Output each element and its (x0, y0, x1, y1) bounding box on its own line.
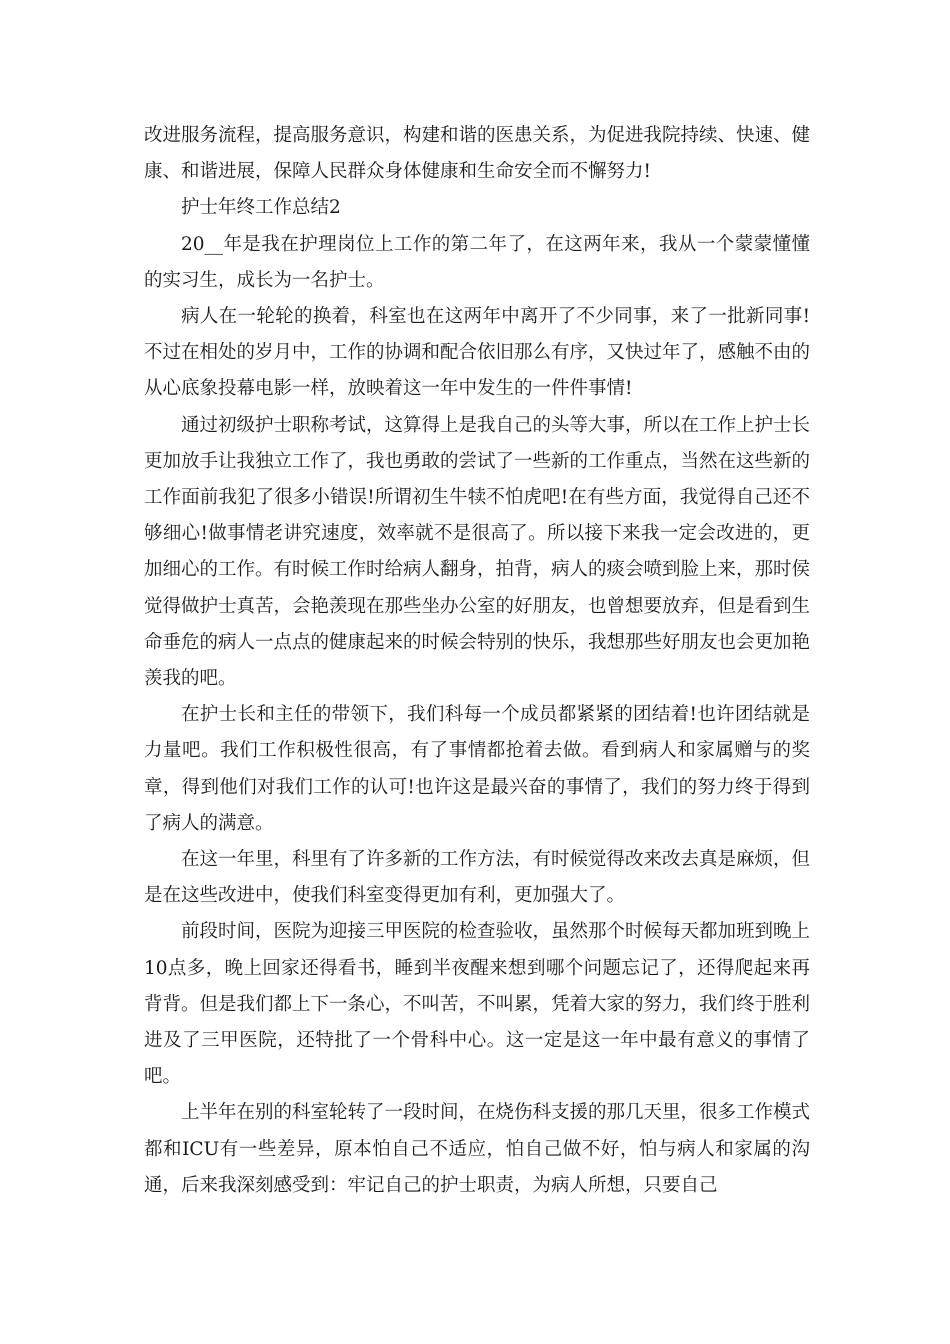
paragraph: 在护士长和主任的带领下，我们科每一个成员都紧紧的团结着!也许团结就是力量吧。我们工作积极性很高，有了事情都抢着去做。看到病人和家属赠与的奖章，得到他们对我们工作的认可!也许这是最兴奋的事情了，我们的努力终于得到了病人的满意。 (144, 704, 810, 834)
paragraph: 上半年在别的科室轮转了一段时间，在烧伤科支援的那几天里，很多工作模式都和ICU有一些差异，原本怕自己不适应，怕自己做不好，怕与病人和家属的沟通，后来我深刻感受到：牢记自己的护士职责，为病人所想，只要自己 (144, 1102, 811, 1196)
paragraph-continued: 改进服务流程，提高服务意识，构建和谐的医患关系，为促进我院持续、快速、健康、和谐进展，保障人民群众身体健康和生命安全而不懈努力! (144, 125, 811, 183)
document-body (144, 118, 810, 1204)
paragraph: 在这一年里，科里有了许多新的工作方法，有时候觉得改来改去真是麻烦，但是在这些改进中，使我们科室变得更加有利，更加强大了。 (144, 849, 811, 907)
paragraph: 通过初级护士职称考试，这算得上是我自己的头等大事，所以在工作上护士长更加放手让我独立工作了，我也勇敢的尝试了一些新的工作重点，当然在这些新的工作面前我犯了很多小错误!所谓初生牛犊不怕虎吧!在有些方面，我觉得自己还不够细心!做事情老讲究速度，效率就不是很高了。所以接下来我一定会改进的，更加细心的工作。有时候工作时给病人翻身，拍背，病人的痰会喷到脸上来，那时侯觉得做护士真苦，会艳羡现在那些坐办公室的好朋友，也曾想要放弃，但是看到生命垂危的病人一点点的健康起来的时候会特别的快乐，我想那些好朋友也会更加艳羡我的吧。 (144, 414, 811, 690)
paragraph: 病人在一轮轮的换着，科室也在这两年中离开了不少同事，来了一批新同事!不过在相处的岁月中，工作的协调和配合依旧那么有序，又快过年了，感触不由的从心底象投幕电影一样，放映着这一年中发生的一件件事情! (144, 306, 811, 400)
paragraph: 20__年是我在护理岗位上工作的第二年了，在这两年来，我从一个蒙蒙懂懂的实习生，成长为一名护士。 (144, 233, 810, 291)
paragraph: 前段时间，医院为迎接三甲医院的检查验收，虽然那个时候每天都加班到晚上10点多，晚上回家还得看书，睡到半夜醒来想到哪个问题忘记了，还得爬起来再背背。但是我们都上下一条心，不叫苦，不叫累，凭着大家的努力，我们终于胜利进及了三甲医院，还特批了一个骨科中心。这一定是这一年中最有意义的事情了吧。 (144, 921, 811, 1088)
section-heading: 护士年终工作总结2 (181, 197, 341, 219)
